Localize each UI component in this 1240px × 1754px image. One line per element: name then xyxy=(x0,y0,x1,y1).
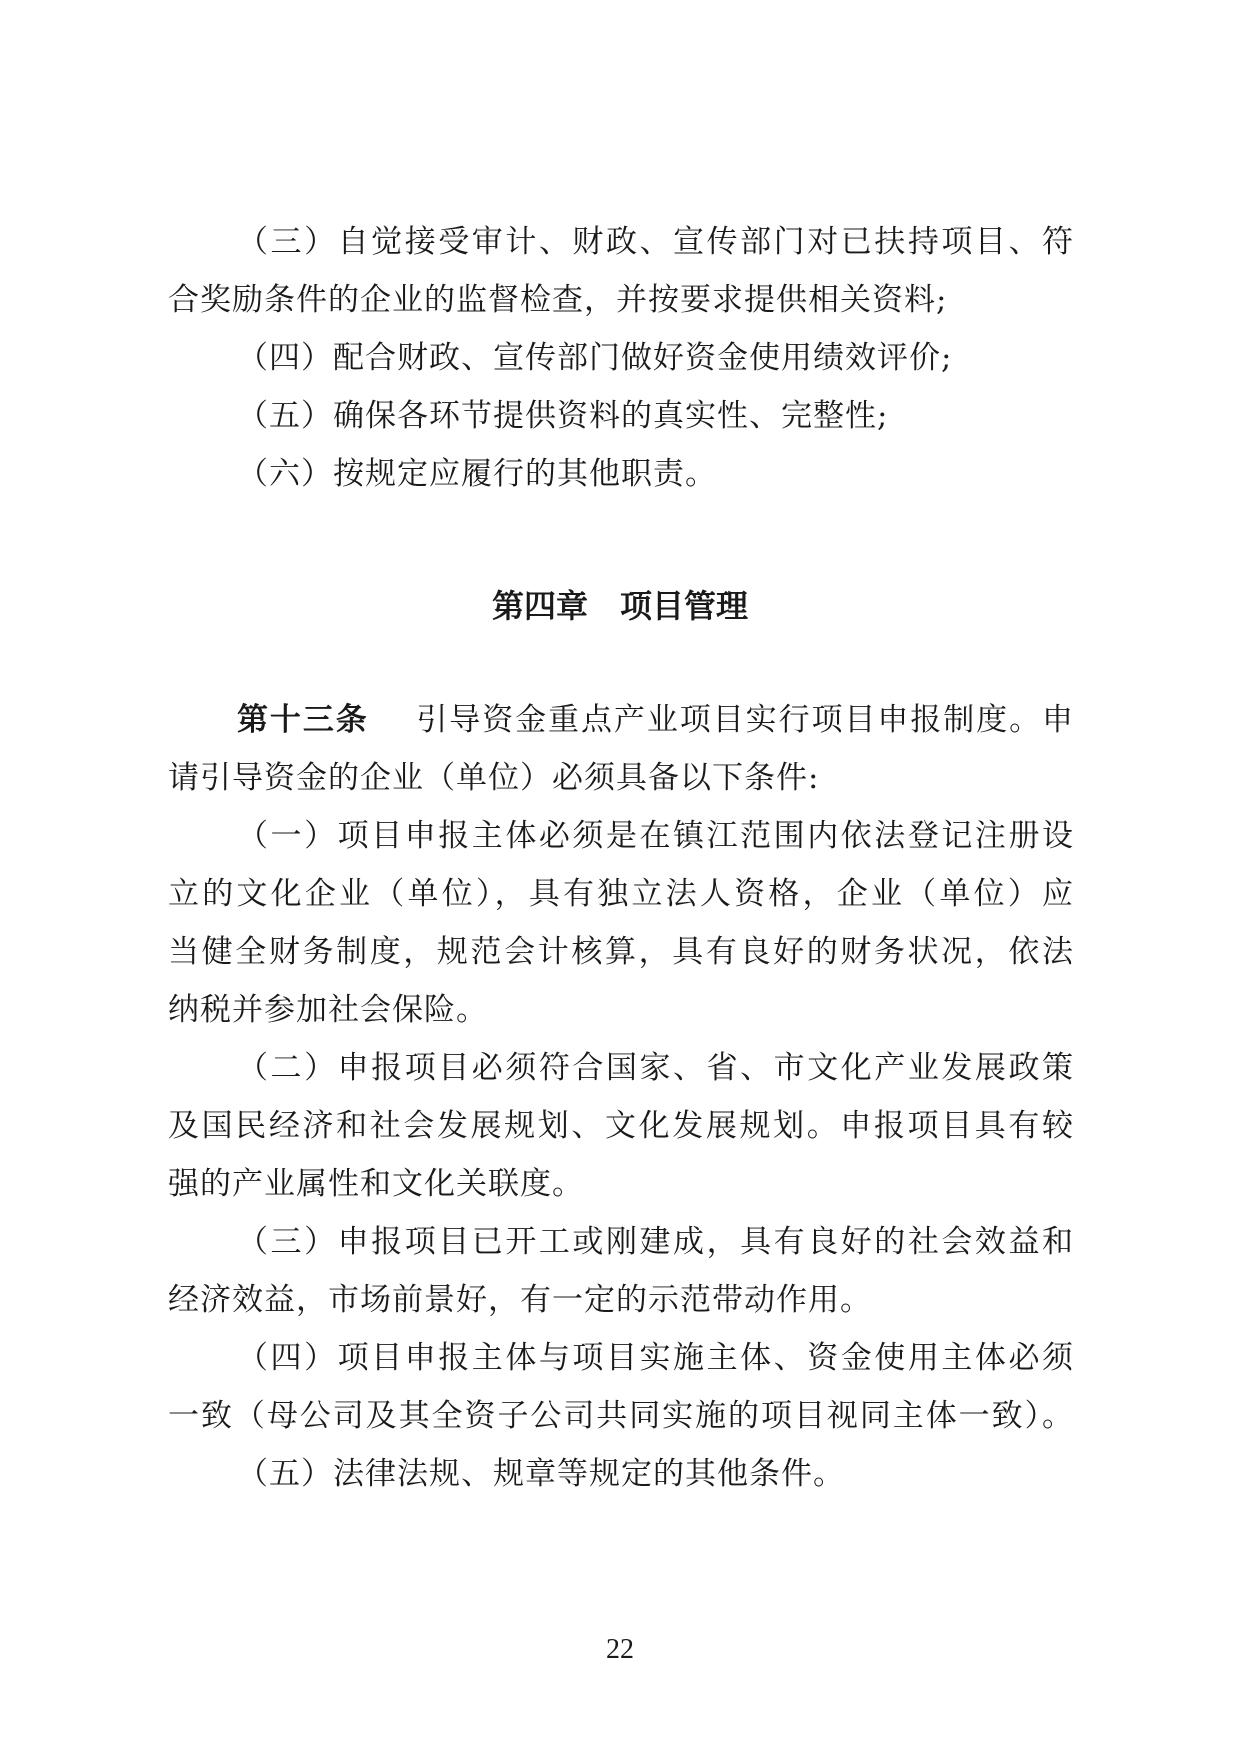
article-13-line-2: 请引导资金的企业（单位）必须具备以下条件: xyxy=(168,760,820,796)
condition-4-line-2: 一致（母公司及其全资子公司共同实施的项目视同主体一致）。 xyxy=(168,1398,1074,1434)
condition-3-line-1: （三）申报项目已开工或刚建成，具有良好的社会效益和 xyxy=(237,1224,1074,1260)
page-number: 22 xyxy=(606,1634,634,1665)
item-4: （四）配合财政、宣传部门做好资金使用绩效评价; xyxy=(237,340,953,376)
condition-1-line-2: 立的文化企业（单位），具有独立法人资格，企业（单位）应 xyxy=(168,876,1074,912)
article-13-line-1 xyxy=(237,700,1074,740)
condition-1-line-3: 当健全财务制度，规范会计核算，具有良好的财务状况，依法 xyxy=(168,934,1074,970)
condition-3-line-2: 经济效益，市场前景好，有一定的示范带动作用。 xyxy=(168,1282,872,1318)
item-5: （五）确保各环节提供资料的真实性、完整性; xyxy=(237,398,889,434)
condition-1-line-1: （一）项目申报主体必须是在镇江范围内依法登记注册设 xyxy=(237,818,1074,854)
condition-1-line-4: 纳税并参加社会保险。 xyxy=(168,992,488,1028)
condition-5: （五）法律法规、规章等规定的其他条件。 xyxy=(237,1456,845,1492)
condition-2-line-3: 强的产业属性和文化关联度。 xyxy=(168,1166,584,1202)
item-3-line-2: 合奖励条件的企业的监督检查，并按要求提供相关资料; xyxy=(168,282,948,318)
article-13-text: 引导资金重点产业项目实行项目申报制度。申 xyxy=(416,702,1075,738)
condition-4-line-1: （四）项目申报主体与项目实施主体、资金使用主体必须 xyxy=(237,1340,1074,1376)
item-6: （六）按规定应履行的其他职责。 xyxy=(237,456,717,492)
condition-2-line-2: 及国民经济和社会发展规划、文化发展规划。申报项目具有较 xyxy=(168,1108,1074,1144)
article-13-label: 第十三条 xyxy=(237,702,369,738)
item-3-line-1: （三）自觉接受审计、财政、宣传部门对已扶持项目、符 xyxy=(237,224,1074,260)
condition-2-line-1: （二）申报项目必须符合国家、省、市文化产业发展政策 xyxy=(237,1050,1074,1086)
chapter-title: 第四章 项目管理 xyxy=(491,587,748,625)
